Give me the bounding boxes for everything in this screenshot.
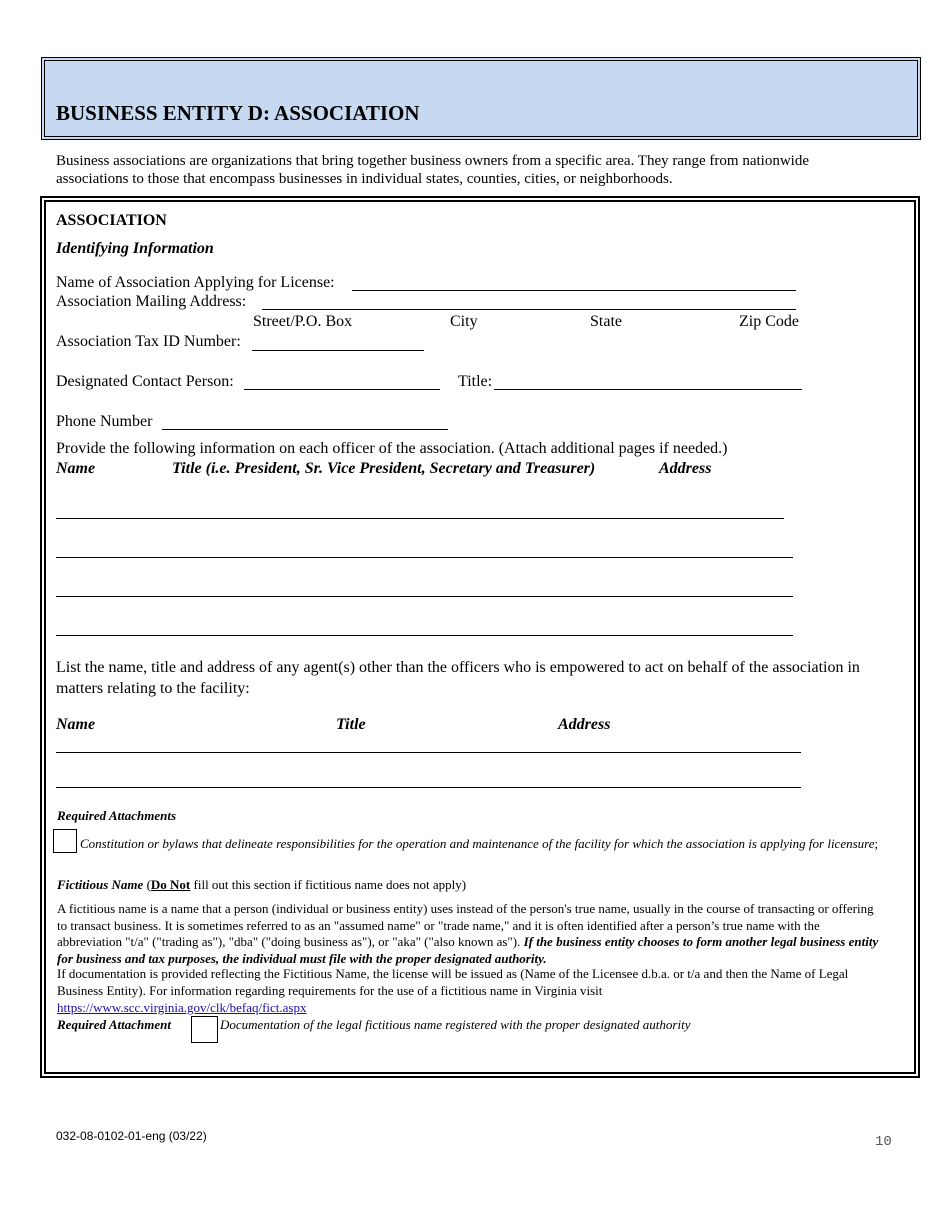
address-city-caption: City (450, 313, 478, 330)
agent-row-2-line[interactable] (56, 787, 801, 788)
fictitious-paragraph-1 (57, 901, 885, 967)
fictitious-heading: Fictitious Name (Do Not fill out this section if fictitious name does not apply) (57, 877, 467, 892)
officers-instruction: Provide the following information on each officer of the association. (Attach additional pages if needed.) (56, 440, 728, 457)
fictitious-definition: A fictitious name is a name that a person (individual or business entity) uses instead of the person's true name, usually in the course of transacting or offering to transact business. It is sometimes referred to as an "assumed name" or "trade name," and it is often identified after a person’s true name with the abbreviation "t/a" ("trading as"), "dba" ("doing business as"), or "aka" ("also known as"). (57, 901, 874, 949)
agents-instruction: List the name, title and address of any agent(s) other than the officers who is empowered to act on behalf of the association in matters relating to the facility: (56, 659, 860, 697)
phone-label: Phone Number (56, 413, 153, 430)
form-section-title: ASSOCIATION (56, 212, 167, 229)
fictitious-emphasis: If the business entity chooses to form another legal business entity for business and tax purposes, the individual must file with the proper designated authority. (57, 934, 879, 966)
fictitious-rest: fill out this section if fictitious name does not apply) (193, 877, 467, 892)
mailing-address-label: Association Mailing Address: (56, 293, 247, 310)
agents-col-title: Title (336, 716, 366, 733)
agent-row-1-line[interactable] (56, 752, 801, 753)
constitution-text-body: Constitution or bylaws that delineate responsibilities for the operation and maintenance of the facility for which the association is applying for licensure (80, 836, 875, 851)
association-name-field[interactable] (352, 290, 796, 291)
documentation-checkbox[interactable] (191, 1016, 218, 1043)
phone-field[interactable] (162, 429, 448, 430)
officer-row-1-line[interactable] (56, 518, 784, 519)
section-title: BUSINESS ENTITY D: ASSOCIATION (56, 101, 420, 125)
required-attachment-label: Required Attachment (57, 1017, 171, 1032)
fictitious-label: Fictitious Name (57, 877, 144, 892)
tax-id-label: Association Tax ID Number: (56, 333, 241, 350)
officers-col-title: Title (i.e. President, Sr. Vice President, Secretary and Treasurer) (172, 460, 596, 477)
constitution-suffix: ; (874, 836, 879, 851)
officer-row-2-line[interactable] (56, 557, 793, 558)
officers-col-address: Address (659, 460, 712, 477)
address-zip-caption: Zip Code (739, 313, 799, 330)
fictitious-link-wrap (57, 1000, 306, 1017)
intro-paragraph: Business associations are organizations that bring together business owners from a specific area. They range from nationwide associations to those that encompass businesses in individual states, counties, cities, or neighborhoods. (56, 153, 809, 187)
contact-title-label: Title: (458, 373, 493, 390)
form-code: 032-08-0102-01-eng (03/22) (56, 1129, 207, 1143)
association-name-label: Name of Association Applying for License: (56, 274, 335, 291)
page-number: 10 (875, 1134, 892, 1150)
fictitious-do-not: Do Not (150, 877, 191, 892)
documentation-text: Documentation of the legal fictitious name registered with the proper designated authority (220, 1017, 691, 1032)
agents-col-address: Address (558, 716, 611, 733)
contact-person-field[interactable] (244, 389, 440, 390)
fictitious-issuance-text: If documentation is provided reflecting the Fictitious Name, the license will be issued as (Name of the Licensee d.b.a. or t/a and then the Name of Legal Business Entity). For information regarding requirements for the use of a fictitious name in Virginia visit (57, 966, 849, 998)
fictitious-paragraph-2 (57, 966, 885, 999)
officer-row-3-line[interactable] (56, 596, 793, 597)
required-attachments-label: Required Attachments (57, 808, 177, 823)
address-state-caption: State (590, 313, 622, 330)
mailing-address-field[interactable] (262, 309, 796, 310)
identifying-info-heading: Identifying Information (56, 240, 214, 257)
agents-col-name: Name (56, 716, 96, 733)
fictitious-name-link[interactable]: https://www.scc.virginia.gov/clk/befaq/fict.aspx (57, 1000, 307, 1015)
officer-row-4-line[interactable] (56, 635, 793, 636)
officers-col-name: Name (56, 460, 96, 477)
contact-person-label: Designated Contact Person: (56, 373, 234, 390)
address-street-caption: Street/P.O. Box (253, 313, 353, 330)
tax-id-field[interactable] (252, 350, 424, 351)
constitution-text (56, 836, 886, 853)
section-header-box (41, 57, 921, 140)
contact-title-field[interactable] (494, 389, 802, 390)
